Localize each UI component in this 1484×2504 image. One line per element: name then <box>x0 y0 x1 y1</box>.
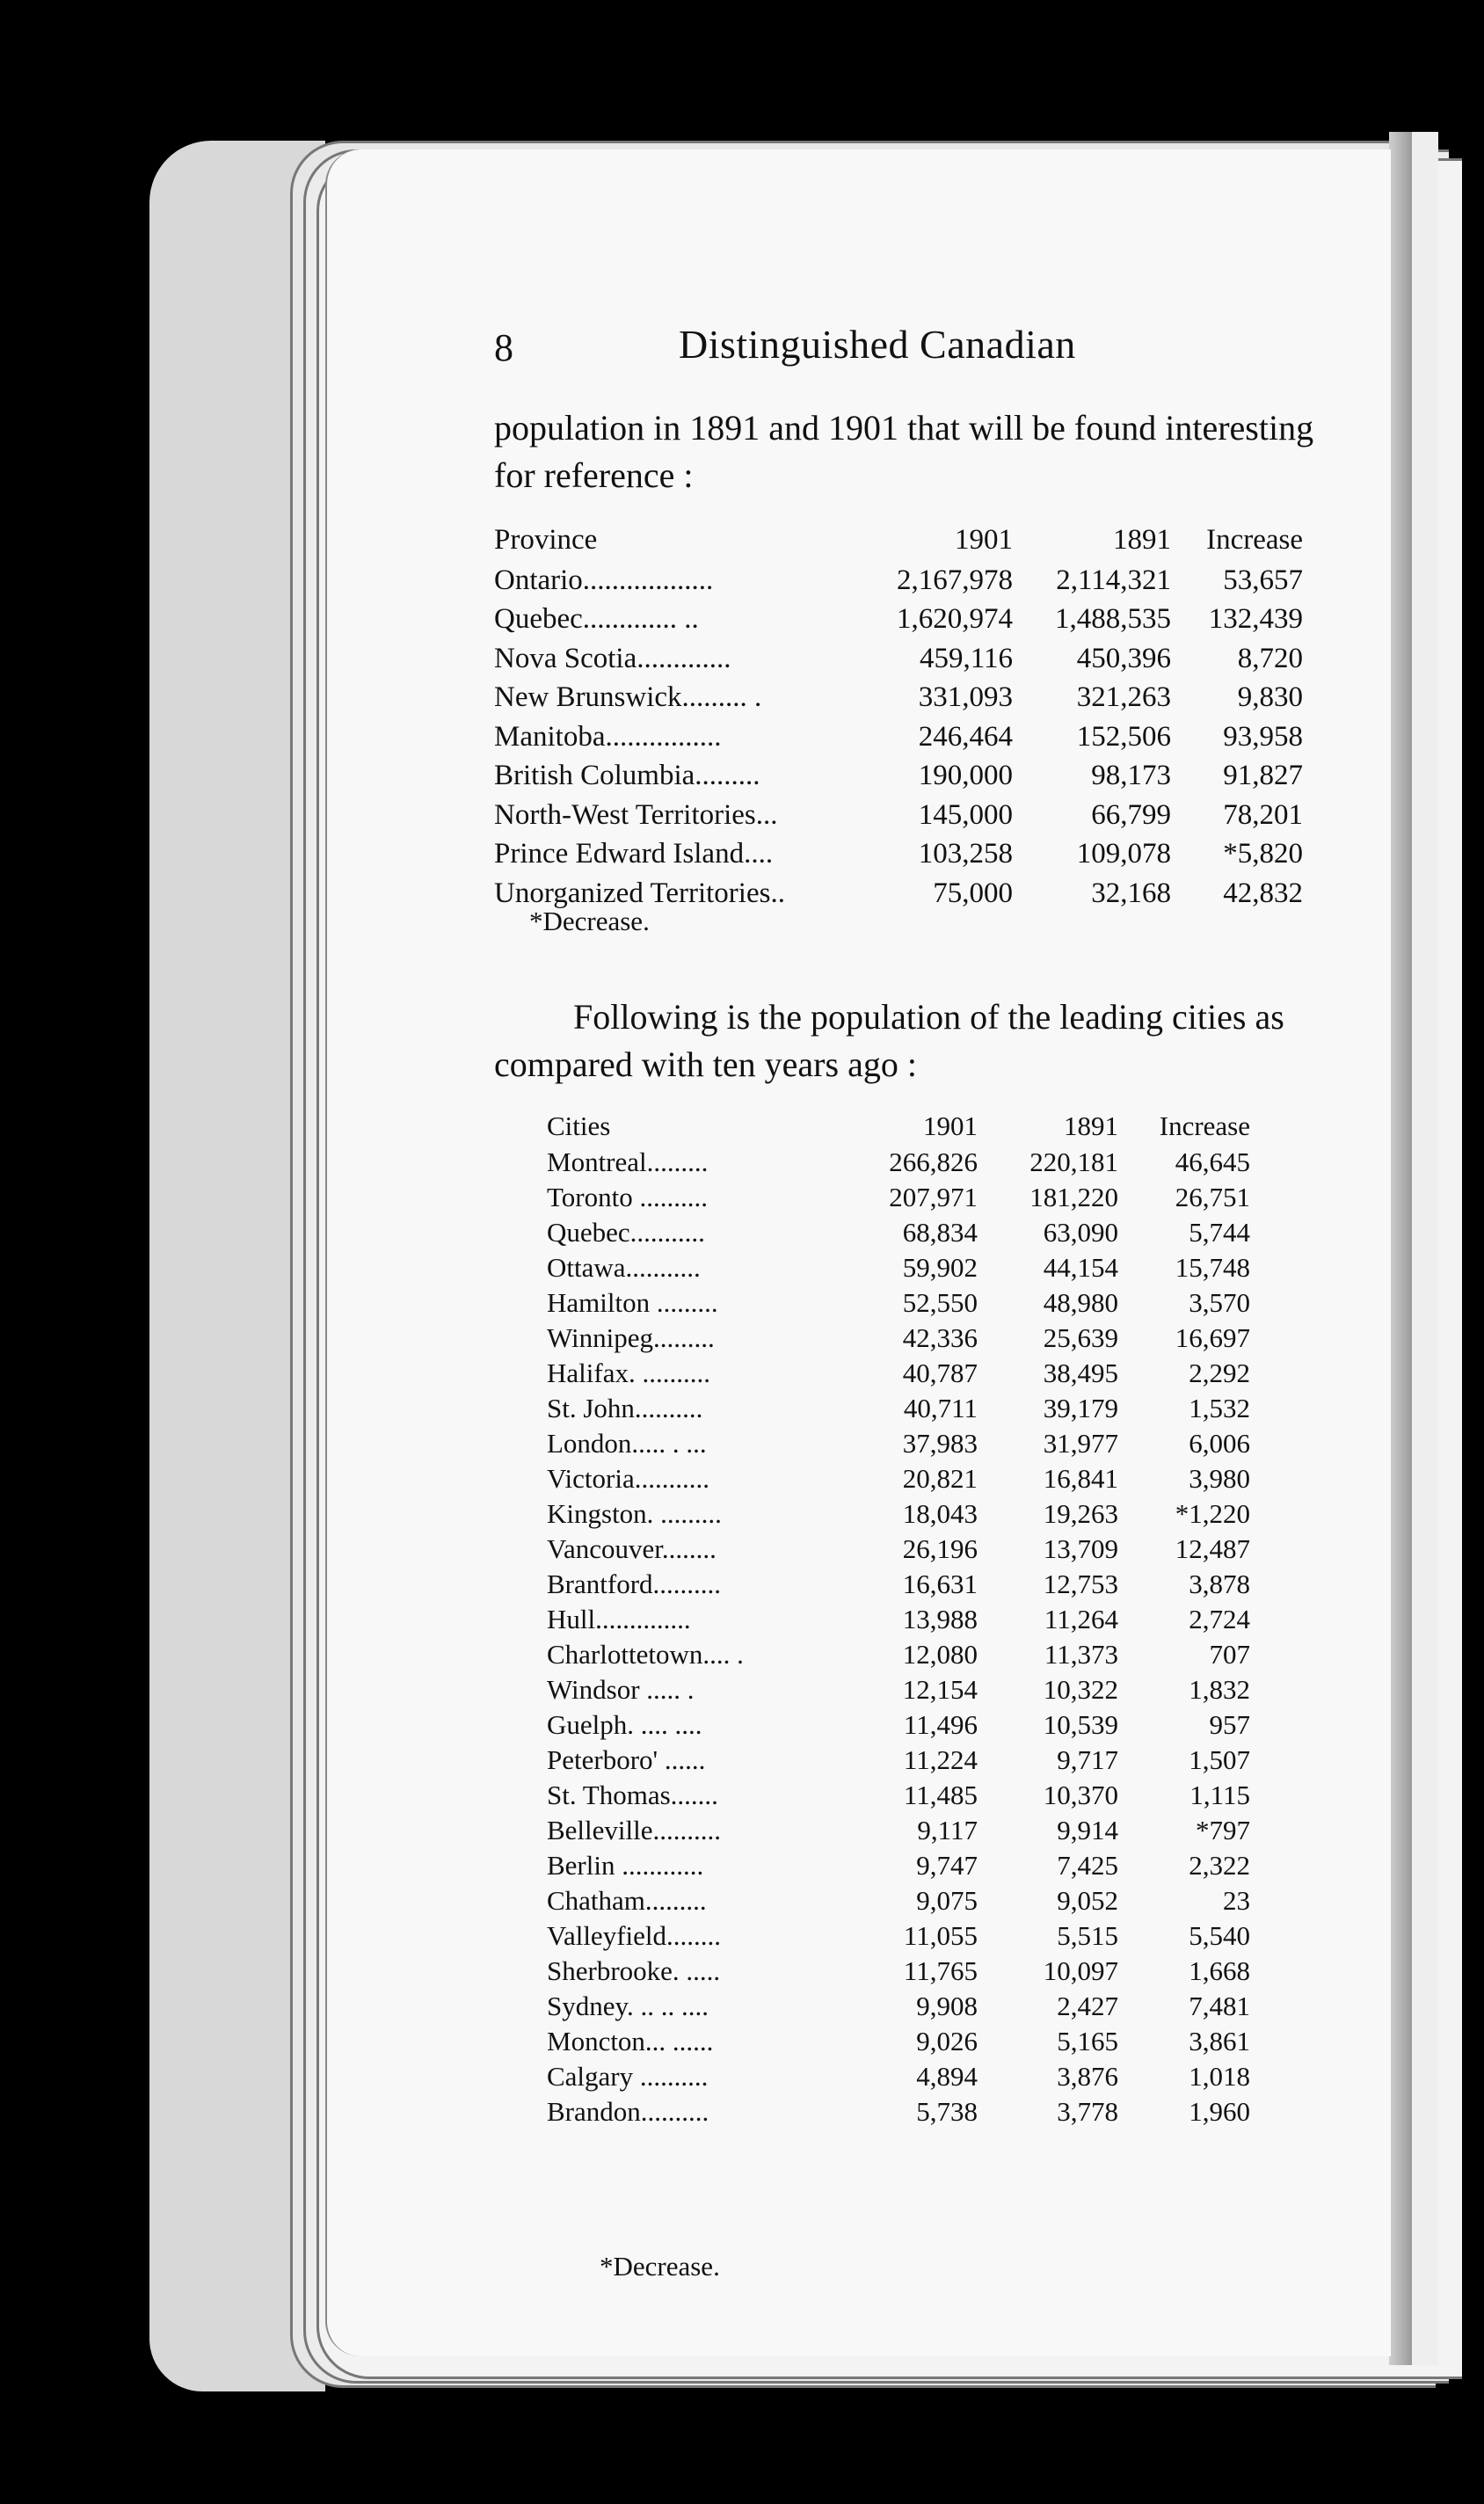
cell-increase: 12,487 <box>1175 1533 1250 1564</box>
cell-increase: 91,827 <box>1223 760 1303 792</box>
table-row <box>547 1602 1250 1637</box>
cell-increase: 9,830 <box>1237 681 1303 714</box>
cell-1901: 9,117 <box>917 1815 978 1845</box>
cell-1901: 103,258 <box>918 838 1013 870</box>
cell-1901: 40,711 <box>903 1393 978 1423</box>
cell-1901: 11,496 <box>903 1709 978 1740</box>
table-row <box>547 1567 1250 1602</box>
cell-1901: 13,988 <box>902 1604 978 1634</box>
cell-1891: 2,114,321 <box>1056 564 1171 596</box>
cell-name: Ontario.................. <box>494 564 714 596</box>
cell-increase: 3,570 <box>1189 1287 1250 1318</box>
cell-name: Nova Scotia............. <box>494 642 731 674</box>
cell-1901: 4,894 <box>916 2061 978 2092</box>
provinces-footnote: *Decrease. <box>529 906 650 936</box>
cell-1901: 9,747 <box>916 1850 978 1881</box>
cell-name: Guelph. .... .... <box>547 1709 702 1740</box>
table-row <box>494 561 1303 601</box>
table-row <box>494 757 1303 797</box>
cell-name: North-West Territories... <box>494 798 778 831</box>
cell-name: Quebec............. .. <box>494 603 699 636</box>
cell-name: Moncton... ...... <box>547 2026 714 2056</box>
cell-name: British Columbia......... <box>494 760 760 792</box>
provinces-table <box>494 519 1303 914</box>
cell-1891: 66,799 <box>1091 798 1171 831</box>
cell-increase: 78,201 <box>1223 798 1303 831</box>
cell-name: Windsor ..... . <box>547 1674 695 1705</box>
header-province: Province <box>494 523 598 556</box>
cell-1901: 11,055 <box>903 1920 978 1951</box>
cell-1891: 5,515 <box>1057 1920 1118 1951</box>
cell-name: Manitoba................ <box>494 720 722 753</box>
cell-increase: 2,724 <box>1189 1604 1250 1634</box>
intro-paragraph: population in 1891 and 1901 that will be found interesting for reference : <box>494 408 1314 495</box>
cell-increase: 707 <box>1209 1639 1250 1670</box>
book-page <box>325 149 1391 2356</box>
cell-1901: 2,167,978 <box>897 564 1013 596</box>
cell-1891: 10,539 <box>1043 1709 1118 1740</box>
cell-name: Victoria........... <box>547 1463 709 1494</box>
cell-name: Brantford.......... <box>547 1569 722 1599</box>
table-row <box>547 1461 1250 1496</box>
cell-1891: 9,052 <box>1057 1885 1118 1916</box>
cell-name: Hull.............. <box>547 1604 691 1634</box>
cell-increase: 7,481 <box>1189 1991 1250 2021</box>
cell-1901: 9,075 <box>916 1885 978 1916</box>
cell-name: Unorganized Territories.. <box>494 877 785 909</box>
cell-name: Toronto .......... <box>547 1182 708 1212</box>
cell-increase: 132,439 <box>1208 603 1303 636</box>
cell-1901: 12,080 <box>902 1639 978 1670</box>
table-row <box>547 2059 1250 2094</box>
table-row <box>547 1145 1250 1180</box>
cell-1891: 11,373 <box>1044 1639 1118 1670</box>
cell-1901: 18,043 <box>902 1498 978 1529</box>
cell-increase: 1,832 <box>1189 1674 1250 1705</box>
cities-footnote: *Decrease. <box>600 2251 720 2282</box>
cell-1901: 20,821 <box>902 1463 978 1494</box>
cell-name: St. John.......... <box>547 1393 703 1423</box>
table-row <box>547 1215 1250 1250</box>
cell-1901: 11,765 <box>903 1955 978 1986</box>
cell-1891: 3,778 <box>1057 2096 1118 2127</box>
page-number: 8 <box>494 326 513 369</box>
cell-1891: 32,168 <box>1091 877 1171 909</box>
cell-1901: 459,116 <box>919 642 1013 674</box>
cell-1901: 37,983 <box>902 1428 978 1459</box>
cell-1891: 181,220 <box>1029 1182 1118 1212</box>
cell-increase: 3,878 <box>1189 1569 1250 1599</box>
cell-increase: 15,748 <box>1175 1252 1250 1283</box>
cell-increase: 16,697 <box>1175 1322 1250 1353</box>
cell-1891: 25,639 <box>1043 1322 1118 1353</box>
cell-1901: 1,620,974 <box>897 603 1013 636</box>
table-row <box>547 1356 1250 1391</box>
running-head: Distinguished Canadian <box>679 322 1076 367</box>
cell-1891: 44,154 <box>1043 1252 1118 1283</box>
table-row <box>547 1813 1250 1848</box>
cell-1901: 11,224 <box>903 1744 978 1775</box>
provinces-header-row <box>494 519 1303 561</box>
cell-1901: 42,336 <box>902 1322 978 1353</box>
cell-1891: 220,181 <box>1029 1146 1118 1177</box>
cell-1901: 190,000 <box>918 760 1013 792</box>
cell-1891: 3,876 <box>1057 2061 1118 2092</box>
cell-1901: 9,026 <box>916 2026 978 2056</box>
table-row <box>494 601 1303 640</box>
table-row <box>547 1426 1250 1461</box>
cell-1891: 9,717 <box>1057 1744 1118 1775</box>
cell-name: Kingston. ......... <box>547 1498 722 1529</box>
cell-name: Quebec........... <box>547 1217 705 1248</box>
cell-increase: 26,751 <box>1175 1182 1250 1212</box>
table-row <box>547 1707 1250 1743</box>
cell-increase: 3,861 <box>1189 2026 1250 2056</box>
table-row <box>494 796 1303 835</box>
table-row <box>547 1250 1250 1285</box>
cell-1891: 16,841 <box>1043 1463 1118 1494</box>
cell-1891: 13,709 <box>1043 1533 1118 1564</box>
cell-increase: 1,507 <box>1189 1744 1250 1775</box>
cell-1891: 63,090 <box>1043 1217 1118 1248</box>
cell-increase: 6,006 <box>1189 1428 1250 1459</box>
cell-name: St. Thomas....... <box>547 1780 718 1810</box>
cell-name: Hamilton ......... <box>547 1287 718 1318</box>
cell-increase: 42,832 <box>1223 877 1303 909</box>
header-1891: 1891 <box>1064 1110 1118 1141</box>
cell-increase: 1,115 <box>1189 1780 1250 1810</box>
cell-name: Montreal......... <box>547 1146 709 1177</box>
header-1891: 1891 <box>1113 523 1171 556</box>
cell-1901: 11,485 <box>903 1780 978 1810</box>
cell-1891: 39,179 <box>1043 1393 1118 1423</box>
cell-name: Sydney. .. .. .... <box>547 1991 709 2021</box>
cell-1901: 12,154 <box>902 1674 978 1705</box>
cell-name: Berlin ............ <box>547 1850 704 1881</box>
cell-1901: 9,908 <box>916 1991 978 2021</box>
cell-1891: 9,914 <box>1057 1815 1118 1845</box>
table-row <box>547 1918 1250 1954</box>
cell-increase: 3,980 <box>1189 1463 1250 1494</box>
table-row <box>547 1637 1250 1672</box>
cell-increase: 1,668 <box>1189 1955 1250 1986</box>
header-1901: 1901 <box>923 1110 978 1141</box>
table-row <box>547 1883 1250 1918</box>
table-row <box>547 1285 1250 1321</box>
cell-1891: 98,173 <box>1091 760 1171 792</box>
cell-1901: 266,826 <box>889 1146 978 1177</box>
cell-name: Chatham......... <box>547 1885 707 1916</box>
cell-1901: 5,738 <box>916 2096 978 2127</box>
table-row <box>547 1321 1250 1356</box>
cell-name: Winnipeg......... <box>547 1322 715 1353</box>
cell-1901: 246,464 <box>918 720 1013 753</box>
cell-1891: 10,322 <box>1043 1674 1118 1705</box>
header-increase: Increase <box>1206 523 1303 556</box>
table-row <box>547 1496 1250 1532</box>
table-row <box>547 2024 1250 2059</box>
cell-name: Prince Edward Island.... <box>494 838 774 870</box>
cell-1901: 75,000 <box>933 877 1013 909</box>
cell-1891: 1,488,535 <box>1055 603 1171 636</box>
cell-1901: 52,550 <box>902 1287 978 1318</box>
cell-1901: 26,196 <box>902 1533 978 1564</box>
cell-1891: 10,370 <box>1043 1780 1118 1810</box>
cell-name: Ottawa........... <box>547 1252 701 1283</box>
cell-name: Belleville.......... <box>547 1815 722 1845</box>
cell-1891: 19,263 <box>1043 1498 1118 1529</box>
cell-name: New Brunswick......... . <box>494 681 762 714</box>
cell-increase: *5,820 <box>1223 838 1303 870</box>
cell-1891: 11,264 <box>1044 1604 1118 1634</box>
cell-1891: 12,753 <box>1043 1569 1118 1599</box>
cell-increase: *1,220 <box>1175 1498 1250 1529</box>
header-1901: 1901 <box>955 523 1013 556</box>
cell-1901: 59,902 <box>902 1252 978 1283</box>
table-row <box>547 1391 1250 1426</box>
cell-name: Charlottetown.... . <box>547 1639 744 1670</box>
cell-1891: 10,097 <box>1043 1955 1118 1986</box>
cell-1891: 321,263 <box>1076 681 1171 714</box>
cell-increase: 957 <box>1209 1709 1250 1740</box>
cell-name: Valleyfield........ <box>547 1920 722 1951</box>
cities-header-row <box>547 1108 1250 1145</box>
cell-name: Vancouver........ <box>547 1533 717 1564</box>
header-cities: Cities <box>547 1110 611 1141</box>
header-increase: Increase <box>1159 1110 1250 1141</box>
table-row <box>547 2094 1250 2129</box>
cell-increase: 2,292 <box>1189 1358 1250 1388</box>
cell-1891: 7,425 <box>1057 1850 1118 1881</box>
cell-1891: 109,078 <box>1076 838 1171 870</box>
table-row <box>494 679 1303 718</box>
cell-1901: 68,834 <box>902 1217 978 1248</box>
cell-increase: 93,958 <box>1223 720 1303 753</box>
cell-1901: 40,787 <box>902 1358 978 1388</box>
cell-increase: *797 <box>1196 1815 1250 1845</box>
cell-increase: 8,720 <box>1237 642 1303 674</box>
cell-1891: 5,165 <box>1057 2026 1118 2056</box>
table-row <box>547 1743 1250 1778</box>
cell-name: Calgary .......... <box>547 2061 709 2092</box>
facing-page-edge <box>1412 132 1438 2365</box>
cities-table <box>547 1108 1250 2129</box>
cell-1891: 450,396 <box>1076 642 1171 674</box>
cell-1901: 331,093 <box>918 681 1013 714</box>
table-row <box>494 639 1303 679</box>
table-row <box>547 1778 1250 1813</box>
cell-name: London..... . ... <box>547 1428 707 1459</box>
cell-increase: 1,532 <box>1189 1393 1250 1423</box>
cell-increase: 2,322 <box>1189 1850 1250 1881</box>
cell-name: Peterboro' ...... <box>547 1744 706 1775</box>
cities-intro-paragraph: Following is the population of the leading cities as compared with ten years ago : <box>494 997 1284 1084</box>
cell-1901: 145,000 <box>918 798 1013 831</box>
cell-increase: 53,657 <box>1223 564 1303 596</box>
cell-increase: 1,018 <box>1189 2061 1250 2092</box>
table-row <box>547 1672 1250 1707</box>
cell-1891: 31,977 <box>1043 1428 1118 1459</box>
cell-1891: 152,506 <box>1076 720 1171 753</box>
table-row <box>547 1532 1250 1567</box>
cell-name: Sherbrooke. ..... <box>547 1955 721 1986</box>
cell-increase: 5,540 <box>1189 1920 1250 1951</box>
book-spine <box>1389 132 1412 2365</box>
cell-1891: 48,980 <box>1043 1287 1118 1318</box>
cell-1901: 207,971 <box>889 1182 978 1212</box>
table-row <box>547 1954 1250 1989</box>
cell-name: Halifax. .......... <box>547 1358 710 1388</box>
cell-increase: 23 <box>1223 1885 1250 1916</box>
cell-1901: 16,631 <box>902 1569 978 1599</box>
table-row <box>547 1848 1250 1883</box>
cell-increase: 46,645 <box>1175 1146 1250 1177</box>
cell-name: Brandon.......... <box>547 2096 709 2127</box>
table-row <box>494 717 1303 757</box>
cell-1891: 38,495 <box>1043 1358 1118 1388</box>
cell-increase: 5,744 <box>1189 1217 1250 1248</box>
cell-increase: 1,960 <box>1189 2096 1250 2127</box>
table-row <box>547 1989 1250 2024</box>
table-row <box>547 1180 1250 1215</box>
table-row <box>494 835 1303 875</box>
cell-1891: 2,427 <box>1057 1991 1118 2021</box>
